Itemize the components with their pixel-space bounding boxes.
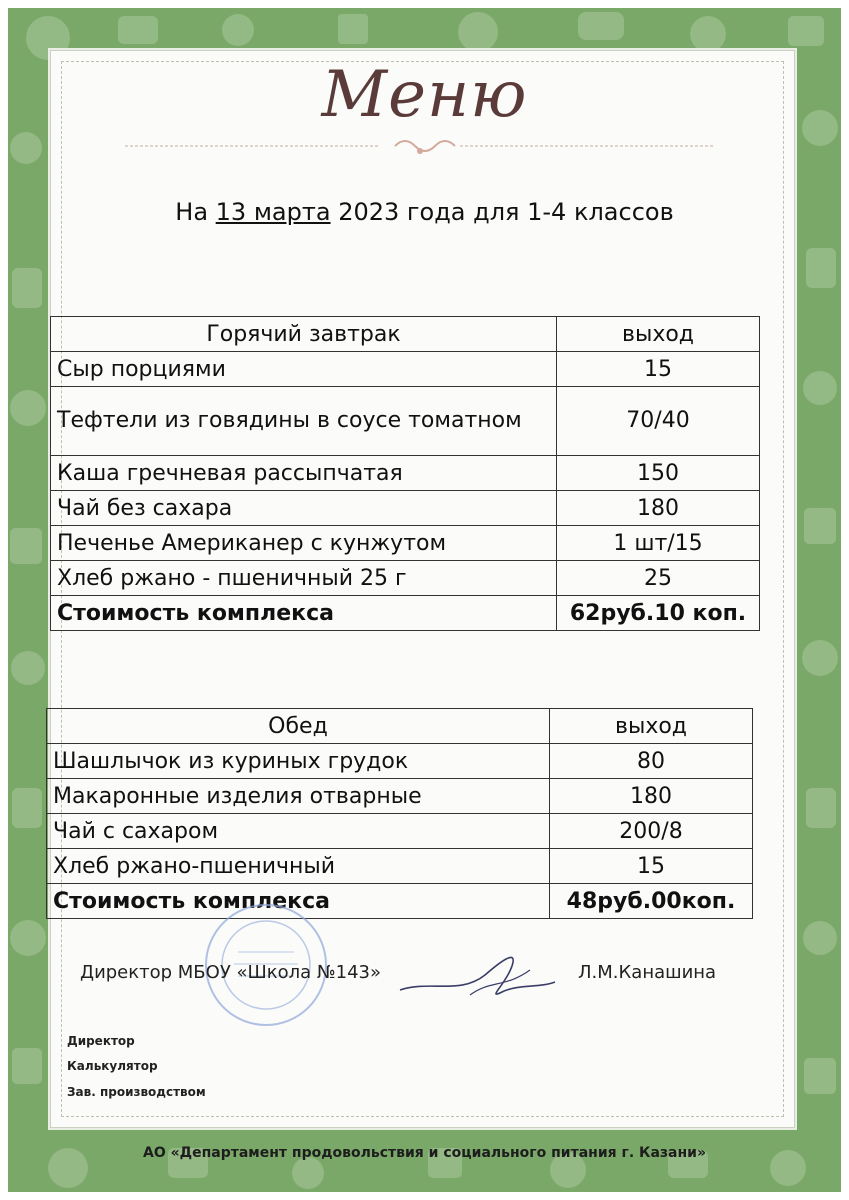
cost-row <box>47 884 753 919</box>
table-row <box>51 526 760 561</box>
dish-name: Каша гречневая рассыпчатая <box>51 456 557 491</box>
dish-name: Чай без сахара <box>51 491 557 526</box>
cost-label: Стоимость комплекса <box>47 884 550 919</box>
breakfast-header: Горячий завтрак <box>51 317 557 352</box>
dish-name: Чай с сахаром <box>47 814 550 849</box>
dish-name: Хлеб ржано - пшеничный 25 г <box>51 561 557 596</box>
dish-name: Макаронные изделия отварные <box>47 779 550 814</box>
dish-name: Хлеб ржано-пшеничный <box>47 849 550 884</box>
table-header-row <box>47 709 753 744</box>
dish-name: Печенье Американер с кунжутом <box>51 526 557 561</box>
dish-output: 180 <box>557 491 760 526</box>
dish-output: 15 <box>550 849 753 884</box>
approval-production-head: Зав. производством <box>67 1085 206 1099</box>
menu-date: 13 марта <box>215 198 331 226</box>
table-row <box>51 352 760 387</box>
dish-output: 200/8 <box>550 814 753 849</box>
subtitle-prefix: На <box>175 198 216 226</box>
output-header: выход <box>550 709 753 744</box>
dish-name: Шашлычок из куриных грудок <box>47 744 550 779</box>
table-row <box>51 491 760 526</box>
dish-output: 180 <box>550 779 753 814</box>
footer-organization: АО «Департамент продовольствия и социального питания г. Казани» <box>142 1145 707 1161</box>
dish-output: 1 шт/15 <box>557 526 760 561</box>
dish-name: Сыр порциями <box>51 352 557 387</box>
lunch-header: Обед <box>47 709 550 744</box>
breakfast-table <box>50 316 760 631</box>
subtitle-suffix: 2023 года для 1-4 классов <box>330 198 674 226</box>
approval-director: Директор <box>67 1034 135 1048</box>
page-title: Меню <box>321 58 528 132</box>
dish-output: 80 <box>550 744 753 779</box>
dish-name: Тефтели из говядины в соусе томатном <box>51 387 557 456</box>
output-header: выход <box>557 317 760 352</box>
dish-output: 150 <box>557 456 760 491</box>
table-row <box>51 387 760 456</box>
director-position: Директор МБОУ «Школа №143» <box>80 962 382 983</box>
table-row <box>51 561 760 596</box>
cost-value: 48руб.00коп. <box>550 884 753 919</box>
table-row <box>47 814 753 849</box>
menu-date-line <box>0 198 849 226</box>
dish-output: 25 <box>557 561 760 596</box>
dish-output: 15 <box>557 352 760 387</box>
director-name: Л.М.Канашина <box>578 962 717 983</box>
table-row <box>47 779 753 814</box>
lunch-table <box>46 708 753 919</box>
table-row <box>47 744 753 779</box>
cost-label: Стоимость комплекса <box>51 596 557 631</box>
table-row <box>51 456 760 491</box>
cost-value: 62руб.10 коп. <box>557 596 760 631</box>
approval-calculator: Калькулятор <box>67 1059 158 1073</box>
table-row <box>47 849 753 884</box>
cost-row <box>51 596 760 631</box>
handwritten-signature <box>390 940 560 1010</box>
title-ornament-divider <box>125 136 715 156</box>
table-header-row <box>51 317 760 352</box>
dish-output: 70/40 <box>557 387 760 456</box>
